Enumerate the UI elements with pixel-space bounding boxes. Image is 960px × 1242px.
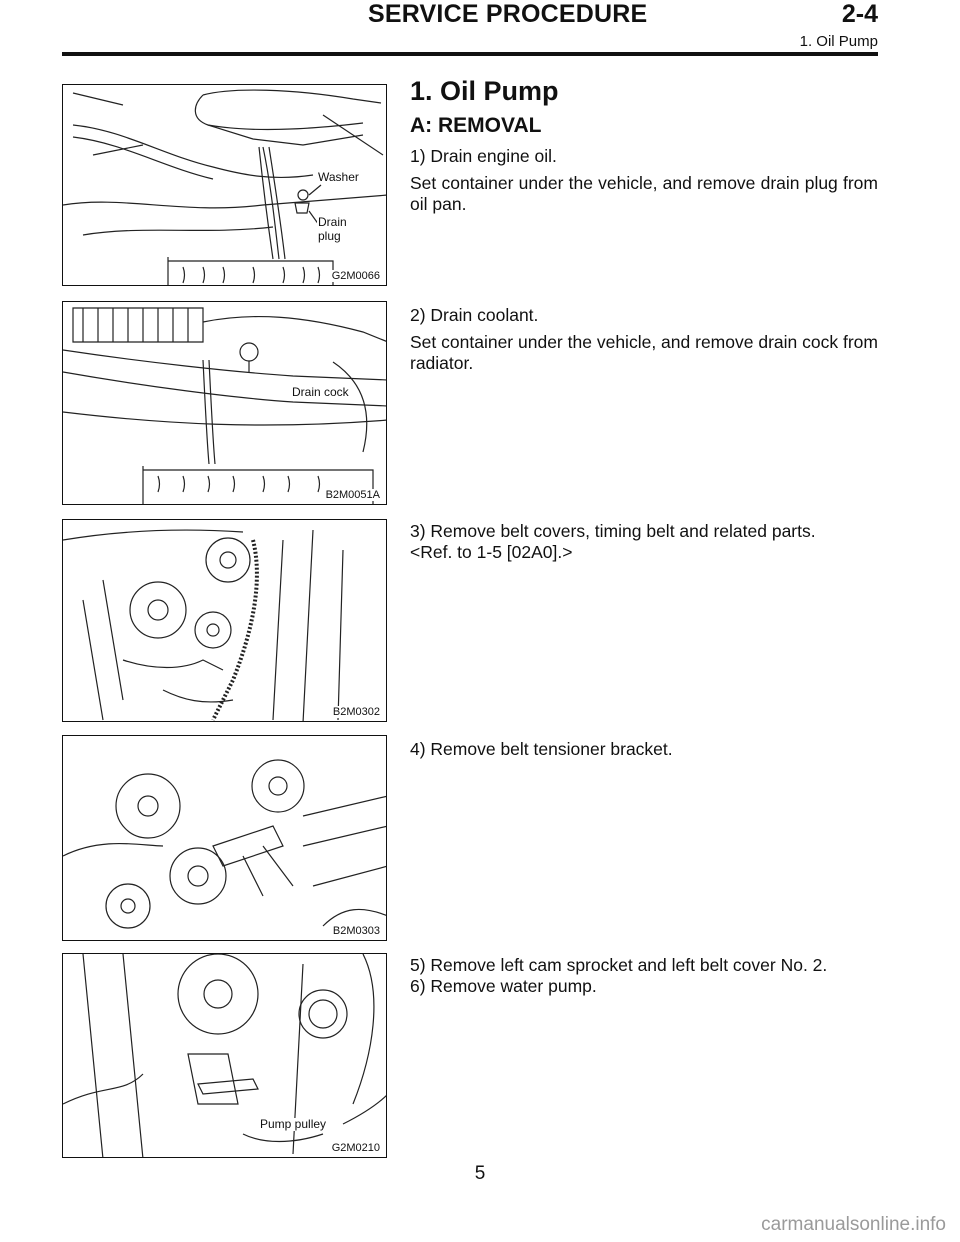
- step-4: [410, 739, 878, 766]
- figure-water-pump: [62, 953, 387, 1158]
- header-rule: [62, 52, 878, 56]
- figure-drain-coolant: [62, 301, 387, 505]
- step-3: [410, 521, 878, 563]
- step-detail: Set container under the vehicle, and remove drain plug from oil pan.: [410, 173, 878, 214]
- callout-drain: Drain: [318, 215, 347, 229]
- step-heading: 6) Remove water pump.: [410, 976, 597, 996]
- timing-belt-illustration: [63, 520, 387, 722]
- callout-drain-cock: Drain cock: [292, 385, 349, 399]
- figure-code: B2M0051A: [325, 489, 380, 501]
- step-detail: Set container under the vehicle, and remove drain cock from radiator.: [410, 332, 878, 373]
- figure-code: G2M0210: [331, 1142, 380, 1154]
- watermark: carmanualsonline.info: [761, 1214, 946, 1235]
- figure-drain-oil: [62, 84, 387, 286]
- step-reference: <Ref. to 1-5 [02A0].>: [410, 542, 573, 562]
- page-number: 5: [474, 1163, 486, 1184]
- pump-pulley-illustration: [63, 954, 387, 1158]
- figure-code: G2M0066: [331, 270, 380, 282]
- drain-cock-illustration: [63, 302, 387, 505]
- figure-code: B2M0302: [332, 706, 380, 718]
- header-title: SERVICE PROCEDURE: [368, 0, 648, 28]
- step-2: [410, 305, 878, 380]
- step-heading: 5) Remove left cam sprocket and left belt cover No. 2.: [410, 955, 828, 975]
- callout-pump-pulley: Pump pulley: [260, 1117, 327, 1131]
- step-heading: 3) Remove belt covers, timing belt and related parts.: [410, 521, 816, 541]
- section-title: 1. Oil Pump: [410, 76, 559, 106]
- header-subtitle: 1. Oil Pump: [799, 33, 878, 50]
- callout-plug: plug: [318, 229, 341, 243]
- callout-washer: Washer: [318, 170, 359, 184]
- figure-timing-belt: [62, 519, 387, 722]
- step-1: [410, 146, 878, 221]
- step-heading: 1) Drain engine oil.: [410, 146, 557, 166]
- step-heading: 2) Drain coolant.: [410, 305, 539, 325]
- step-heading: 4) Remove belt tensioner bracket.: [410, 739, 673, 759]
- step-5-6: [410, 955, 878, 997]
- figure-tensioner-bracket: [62, 735, 387, 941]
- figure-code: B2M0303: [332, 925, 380, 937]
- tensioner-illustration: [63, 736, 387, 941]
- subsection-title: A: REMOVAL: [410, 114, 542, 137]
- section-code: 2-4: [841, 0, 878, 28]
- drain-plug-illustration: [63, 85, 387, 286]
